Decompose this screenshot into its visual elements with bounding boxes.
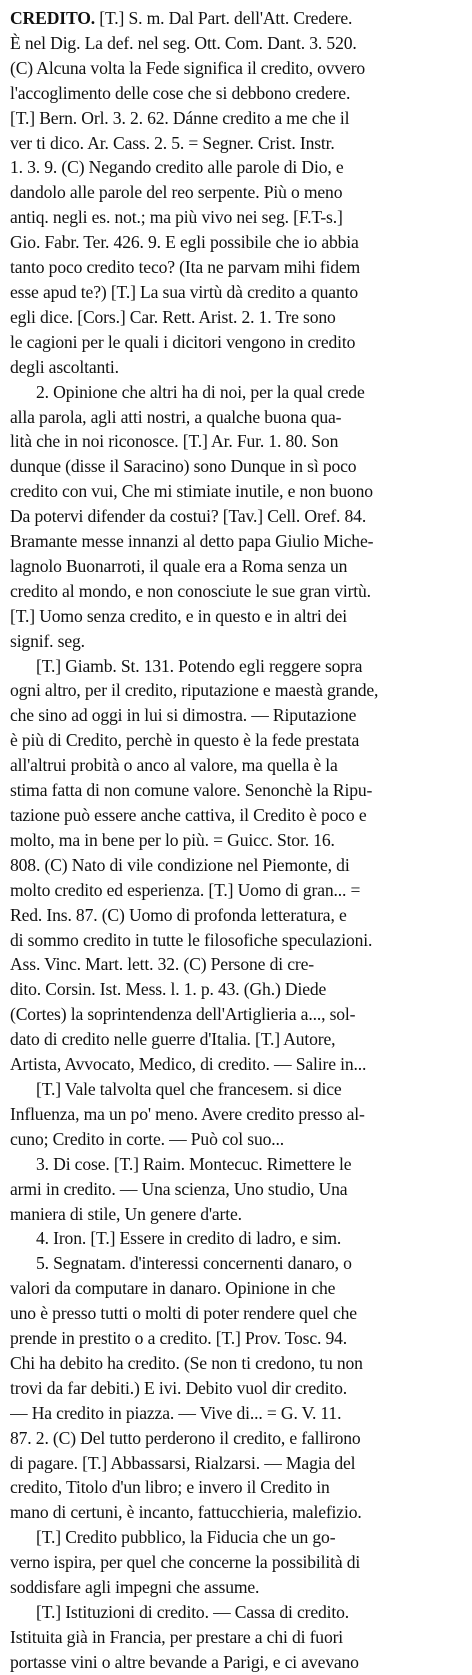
text-line: portasse vini o altre bevande a Parigi, e ci avevano (10, 1651, 359, 1672)
text-line: [T.] Bern. Orl. 3. 2. 62. Dánne credito a me che il (10, 107, 350, 128)
text-line: È nel Dig. La def. nel seg. Ott. Com. Dant. 3. 520. (10, 32, 357, 53)
headword-gloss: [T.] S. m. Dal Part. dell'Att. Credere. (95, 8, 353, 28)
entry-paragraph (10, 1077, 464, 1152)
text-line: [T.] Uomo senza credito, e in questo e in altri dei (10, 605, 347, 626)
text-line: alla parola, agli atti nostri, a qualche buona qua- (10, 406, 342, 427)
text-line: [T.] Giamb. St. 131. Potendo egli reggere sopra (36, 655, 363, 676)
text-line: uno è presso tutti o molti di poter rendere quel che (10, 1303, 357, 1324)
text-line: ver ti dico. Ar. Cass. 2. 5. = Segner. Crist. Instr. (10, 132, 335, 153)
text-line: 5. Segnatam. d'interessi concernenti danaro, o (36, 1253, 352, 1274)
text-line: Influenza, ma un po' meno. Avere credito presso al- (10, 1103, 365, 1124)
entry-paragraph (10, 1152, 464, 1227)
text-line: dandolo alle parole del reo serpente. Più o meno (10, 182, 343, 203)
entry-paragraph (10, 654, 464, 1077)
text-line: credito con vui, Che mi stimiate inutile, e non buono (10, 481, 373, 502)
text-line: credito, Titolo d'un libro; e invero il Credito in (10, 1477, 330, 1498)
text-line: ogni altro, per il credito, riputazione e maestà grande, (10, 680, 379, 701)
entry-paragraph (10, 1251, 464, 1525)
text-line: lità che in noi riconosce. [T.] Ar. Fur. 1. 80. Son (10, 431, 339, 452)
text-line: [T.] Vale talvolta quel che francesem. si dice (36, 1078, 342, 1099)
text-line (10, 6, 464, 31)
text-line: soddisfare agli impegni che assume. (10, 1577, 260, 1598)
entry-paragraph (10, 1600, 464, 1675)
text-line: (C) Alcuna volta la Fede significa il credito, ovvero (10, 57, 366, 78)
text-line: credito al mondo, e non conosciute le sue gran virtù. (10, 580, 371, 601)
text-line: lagnolo Buonarroti, il quale era a Roma senza un (10, 555, 348, 576)
text-line: 808. (C) Nato di vile condizione nel Piemonte, di (10, 854, 350, 875)
text-line: degli ascoltanti. (10, 356, 119, 377)
text-line: egli dice. [Cors.] Car. Rett. Arist. 2. 1. Tre sono (10, 306, 336, 327)
text-line: 4. Iron. [T.] Essere in credito di ladro, e sim. (36, 1228, 342, 1249)
text-line: di sommo credito in tutte le filosofiche speculazioni. (10, 929, 373, 950)
text-line: maniera di stile, Un genere d'arte. (10, 1203, 242, 1224)
dictionary-entry-credito (10, 6, 464, 1675)
text-line: Bramante messe innanzi al detto papa Giulio Miche- (10, 531, 374, 552)
text-line: 3. Di cose. [T.] Raim. Montecuc. Rimettere le (36, 1153, 352, 1174)
text-line: l'accoglimento delle cose che si debbono credere. (10, 82, 351, 103)
text-line: [T.] Istituzioni di credito. — Cassa di credito. (36, 1602, 349, 1622)
text-line: molto, ma in bene per lo più. = Guicc. Stor. 16. (10, 829, 335, 850)
text-line: le cagioni per le quali i dicitori vengono in credito (10, 331, 356, 352)
text-line: trovi da far debiti.) E ivi. Debito vuol dir credito. (10, 1377, 347, 1398)
text-line: prende in prestito o a credito. [T.] Prov. Tosc. 94. (10, 1328, 348, 1349)
entry-paragraph (10, 6, 464, 380)
text-line: tazione può essere anche cattiva, il Credito è poco e (10, 805, 367, 825)
text-line: — Ha credito in piazza. — Vive di... = G. V. 11. (10, 1402, 342, 1423)
text-line: Istituita già in Francia, per prestare a chi di fuori (10, 1626, 344, 1647)
text-line: signif. seg. (10, 630, 85, 651)
text-line: verno ispira, per quel che concerne la possibilità di (10, 1552, 361, 1573)
entry-paragraph (10, 1226, 464, 1251)
text-line: cuno; Credito in corte. — Può col suo... (10, 1128, 284, 1149)
text-line: Da potervi difender da costui? [Tav.] Cell. Oref. 84. (10, 506, 367, 527)
text-line: dato di credito nelle guerre d'Italia. [T.] Autore, (10, 1029, 336, 1050)
text-line: armi in credito. — Una scienza, Uno studio, Una (10, 1178, 348, 1199)
text-line: Chi ha debito ha credito. (Se non ti credono, tu non (10, 1352, 363, 1373)
text-line: 87. 2. (C) Del tutto perderono il credito, e fallirono (10, 1427, 361, 1448)
text-line: Artista, Avvocato, Medico, di credito. — Salire in... (10, 1054, 367, 1075)
text-line: valori da computare in danaro. Opinione in che (10, 1278, 336, 1299)
text-line: [T.] Credito pubblico, la Fiducia che un go- (36, 1527, 336, 1548)
text-line: che sino ad oggi in lui si dimostra. — Riputazione (10, 705, 357, 726)
text-line: dunque (disse il Saracino) sono Dunque in sì poco (10, 456, 357, 477)
text-line: molto credito ed esperienza. [T.] Uomo di gran... = (10, 879, 361, 900)
text-line: 2. Opinione che altri ha di noi, per la qual crede (36, 381, 365, 402)
text-line: Red. Ins. 87. (C) Uomo di profonda letteratura, e (10, 904, 347, 925)
text-line: antiq. negli es. not.; ma più vivo nei seg. [F.T-s.] (10, 207, 343, 228)
text-line: Ass. Vinc. Mart. lett. 32. (C) Persone di cre- (10, 954, 314, 975)
entry-paragraph (10, 1525, 464, 1600)
text-line: 1. 3. 9. (C) Negando credito alle parole di Dio, e (10, 157, 344, 178)
text-line: esse apud te?) [T.] La sua virtù dà credito a quanto (10, 281, 359, 302)
text-line: Gio. Fabr. Ter. 426. 9. E egli possibile che io abbia (10, 232, 359, 253)
text-line: mano di certuni, è incanto, fattucchieria, malefizio. (10, 1502, 362, 1523)
text-line: è più di Credito, perchè in questo è la fede prestata (10, 730, 360, 751)
text-line: tanto poco credito teco? (Ita ne parvam mihi fidem (10, 257, 361, 278)
entry-paragraph (10, 380, 464, 654)
text-line: dito. Corsin. Ist. Mess. l. 1. p. 43. (Gh.) Diede (10, 979, 327, 1000)
text-line: stima fatta di non comune valore. Senonchè la Ripu- (10, 780, 373, 801)
headword: CREDITO. (10, 8, 95, 28)
text-line: all'altrui probità o anco al valore, ma quella è la (10, 755, 338, 776)
text-line: di pagare. [T.] Abbassarsi, Rialzarsi. — Magia del (10, 1452, 356, 1473)
text-line: (Cortes) la soprintendenza dell'Artiglieria a..., sol- (10, 1004, 356, 1025)
